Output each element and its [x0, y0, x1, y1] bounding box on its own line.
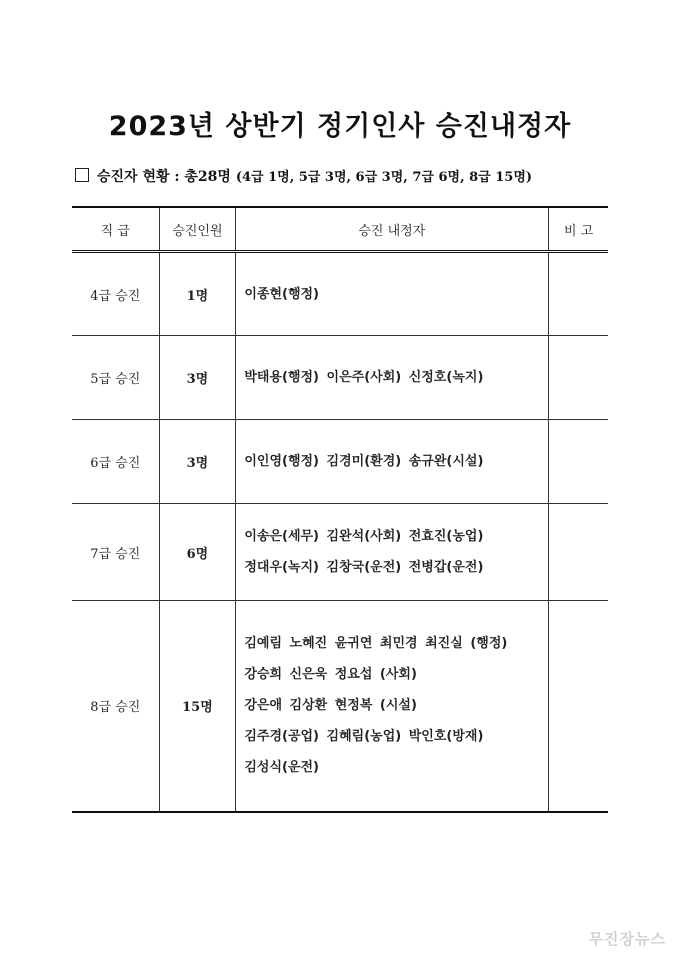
row-grade: 6급 승진 — [72, 420, 159, 504]
name-line: 이인영(행정) 김경미(환경) 송규완(시설) — [244, 454, 484, 469]
name-line: 김주경(공업) 김혜림(농업) 박인호(방재) — [244, 729, 484, 745]
table-header-row — [72, 207, 608, 252]
checkbox-square-icon — [75, 168, 89, 182]
row-names — [236, 252, 549, 336]
header-count: 승진인원 — [159, 207, 236, 252]
name-line: 박태용(행정) 이은주(사회) 신정호(녹지) — [244, 370, 484, 385]
row-note — [549, 420, 608, 504]
row-grade: 5급 승진 — [72, 336, 159, 420]
row-names — [236, 601, 549, 812]
page-title: 2023년 상반기 정기인사 승진내정자 — [108, 111, 572, 142]
name-line: 강승희 신은욱 정요섭 (사회) — [244, 667, 417, 683]
watermark-text: 무진장뉴스 — [588, 930, 666, 948]
row-count: 3명 — [159, 336, 236, 420]
row-grade: 7급 승진 — [72, 504, 159, 601]
row-count: 3명 — [159, 420, 236, 504]
table-row — [72, 336, 608, 420]
name-line: 김예림 노혜진 윤귀연 최민경 최진실 (행정) — [244, 636, 508, 652]
summary-prefix: 승진자 현황 : 총28명 — [97, 169, 231, 185]
name-line: 이송은(세무) 김완석(사회) 전효진(농업) — [244, 529, 484, 544]
promotion-summary — [75, 166, 532, 186]
name-line: 강은애 김상환 현정복 (시설) — [244, 698, 417, 714]
table-row — [72, 504, 608, 601]
row-note — [549, 504, 608, 601]
row-names — [236, 336, 549, 420]
row-note — [549, 601, 608, 812]
header-names: 승진 내정자 — [236, 207, 549, 252]
row-names — [236, 420, 549, 504]
summary-detail: (4급 1명, 5급 3명, 6급 3명, 7급 6명, 8급 15명) — [235, 170, 533, 185]
table-row — [72, 252, 608, 336]
row-names — [236, 504, 549, 601]
name-line: 김성식(운전) — [244, 760, 320, 776]
row-note — [549, 336, 608, 420]
watermark-logo — [589, 928, 666, 949]
name-line: 정대우(녹지) 김창국(운전) 전병갑(운전) — [244, 560, 484, 575]
header-grade: 직 급 — [72, 207, 159, 252]
promotion-table — [72, 206, 608, 813]
row-note — [549, 252, 608, 336]
header-note: 비 고 — [549, 207, 608, 252]
table-row — [72, 601, 608, 812]
row-grade: 4급 승진 — [72, 252, 159, 336]
row-count: 1명 — [159, 252, 236, 336]
row-count: 15명 — [159, 601, 236, 812]
row-count: 6명 — [159, 504, 236, 601]
name-line: 이종현(행정) — [244, 286, 320, 302]
table-row — [72, 420, 608, 504]
row-grade: 8급 승진 — [72, 601, 159, 812]
